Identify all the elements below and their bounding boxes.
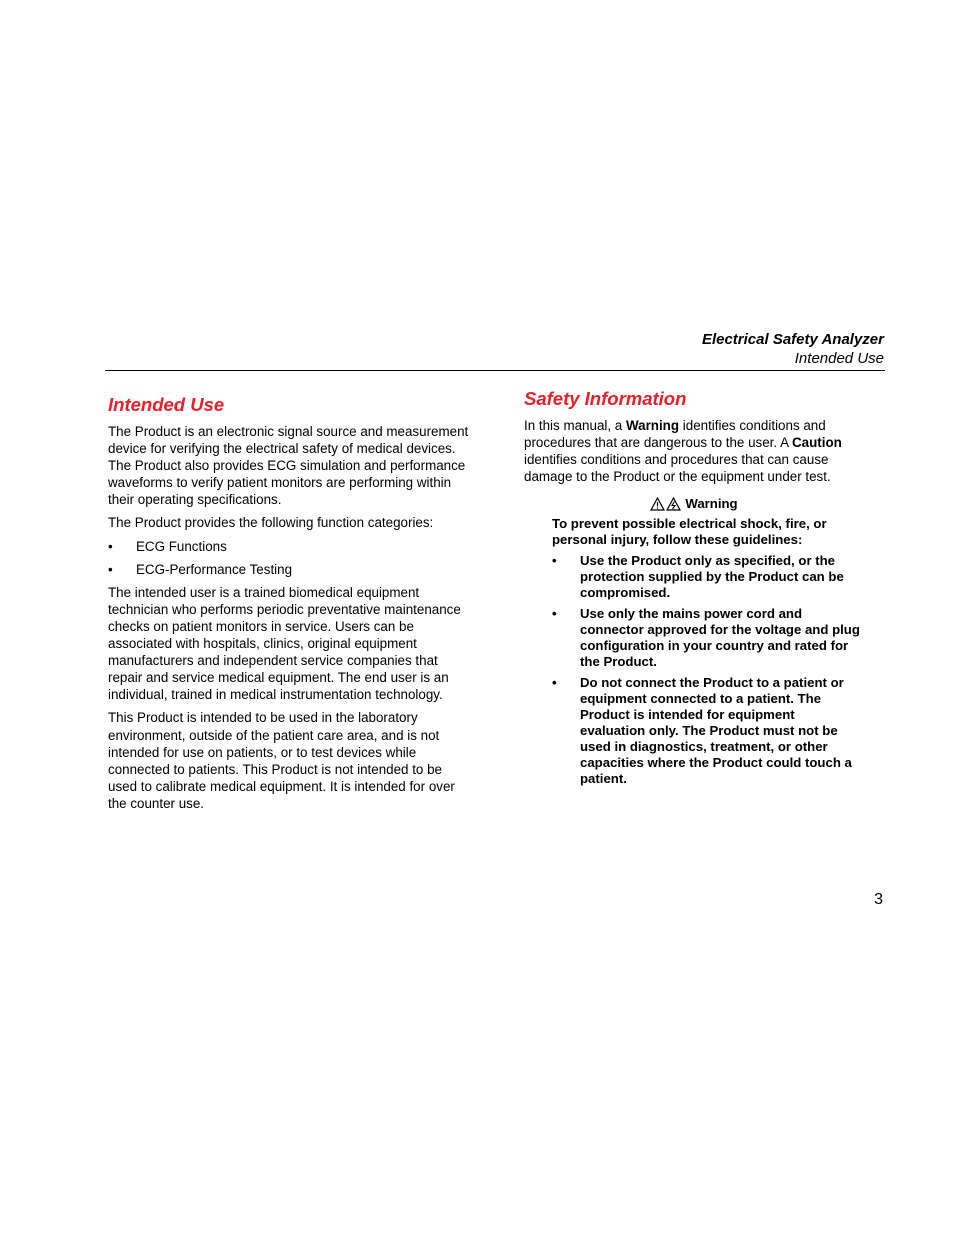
hazard-triangle-icon [650, 497, 665, 511]
intended-use-heading: Intended Use [108, 394, 225, 415]
warning-intro: To prevent possible electrical shock, fire, or personal injury, follow these guidelines: [552, 516, 827, 548]
warning-label: Warning [685, 496, 738, 512]
intended-use-paragraph-3: The intended user is a trained biomedical equipment technician who performs periodic preventative maintenance checks on patient monitors in service. Users can be associated with hospitals, clinics, original equipment manufacturers and independent service companies that repair and service medical equipment. The end user is an individual, trained in medical instrumentation technology. [108, 584, 461, 703]
warning-list [552, 553, 862, 787]
intro-warning-term: Warning [625, 418, 680, 433]
list-item: • Use the Product only as specified, or the protection supplied by the Product can be compromised. [552, 553, 862, 601]
list-item: • ECG-Performance Testing [108, 561, 470, 578]
intended-use-paragraph-4: This Product is intended to be used in the laboratory environment, outside of the patient care area, and is not intended for use on patients, or to test devices while connected to patients. This Product is not intended to be used to calibrate medical equipment. It is intended for over the counter use. [108, 710, 455, 811]
header-title: Electrical Safety Analyzer [701, 331, 884, 348]
intended-use-paragraph-1: The Product is an electronic signal source and measurement device for verifying the electrical safety of medical devices. The Product also provides ECG simulation and performance waveforms to verify patient monitors are performing within their operating specifications. [108, 424, 469, 508]
intended-use-paragraph-2: The Product provides the following function categories: [108, 515, 434, 531]
intro-text-a: In this manual, a [524, 418, 626, 433]
list-item: • ECG Functions [108, 538, 470, 555]
warning-heading [524, 495, 864, 512]
safety-intro-paragraph [524, 417, 864, 485]
safety-information-column [524, 387, 864, 792]
high-voltage-triangle-icon [666, 497, 681, 511]
warning-block [552, 516, 862, 787]
header-rule [105, 370, 885, 371]
header-subtitle: Intended Use [794, 350, 884, 367]
safety-information-heading: Safety Information [524, 388, 687, 409]
list-item: • Do not connect the Product to a patient or equipment connected to a patient. The Product is intended for equipment evaluation only. The Product must not be used in diagnostics, treatment, or other capacities where the Product could touch a patient. [552, 675, 862, 787]
page-number: 3 [874, 891, 883, 908]
function-categories-list [108, 538, 470, 578]
intro-text-b: identifies conditions and procedures that are dangerous to the user. A [524, 418, 826, 451]
list-item: • Use only the mains power cord and connector approved for the voltage and plug configuration in your country and rated for the Product. [552, 606, 862, 670]
intended-use-column [108, 393, 470, 818]
intro-text-c: identifies conditions and procedures that can cause damage to the Product or the equipment under test. [524, 452, 831, 485]
intro-caution-term: Caution [792, 435, 842, 451]
